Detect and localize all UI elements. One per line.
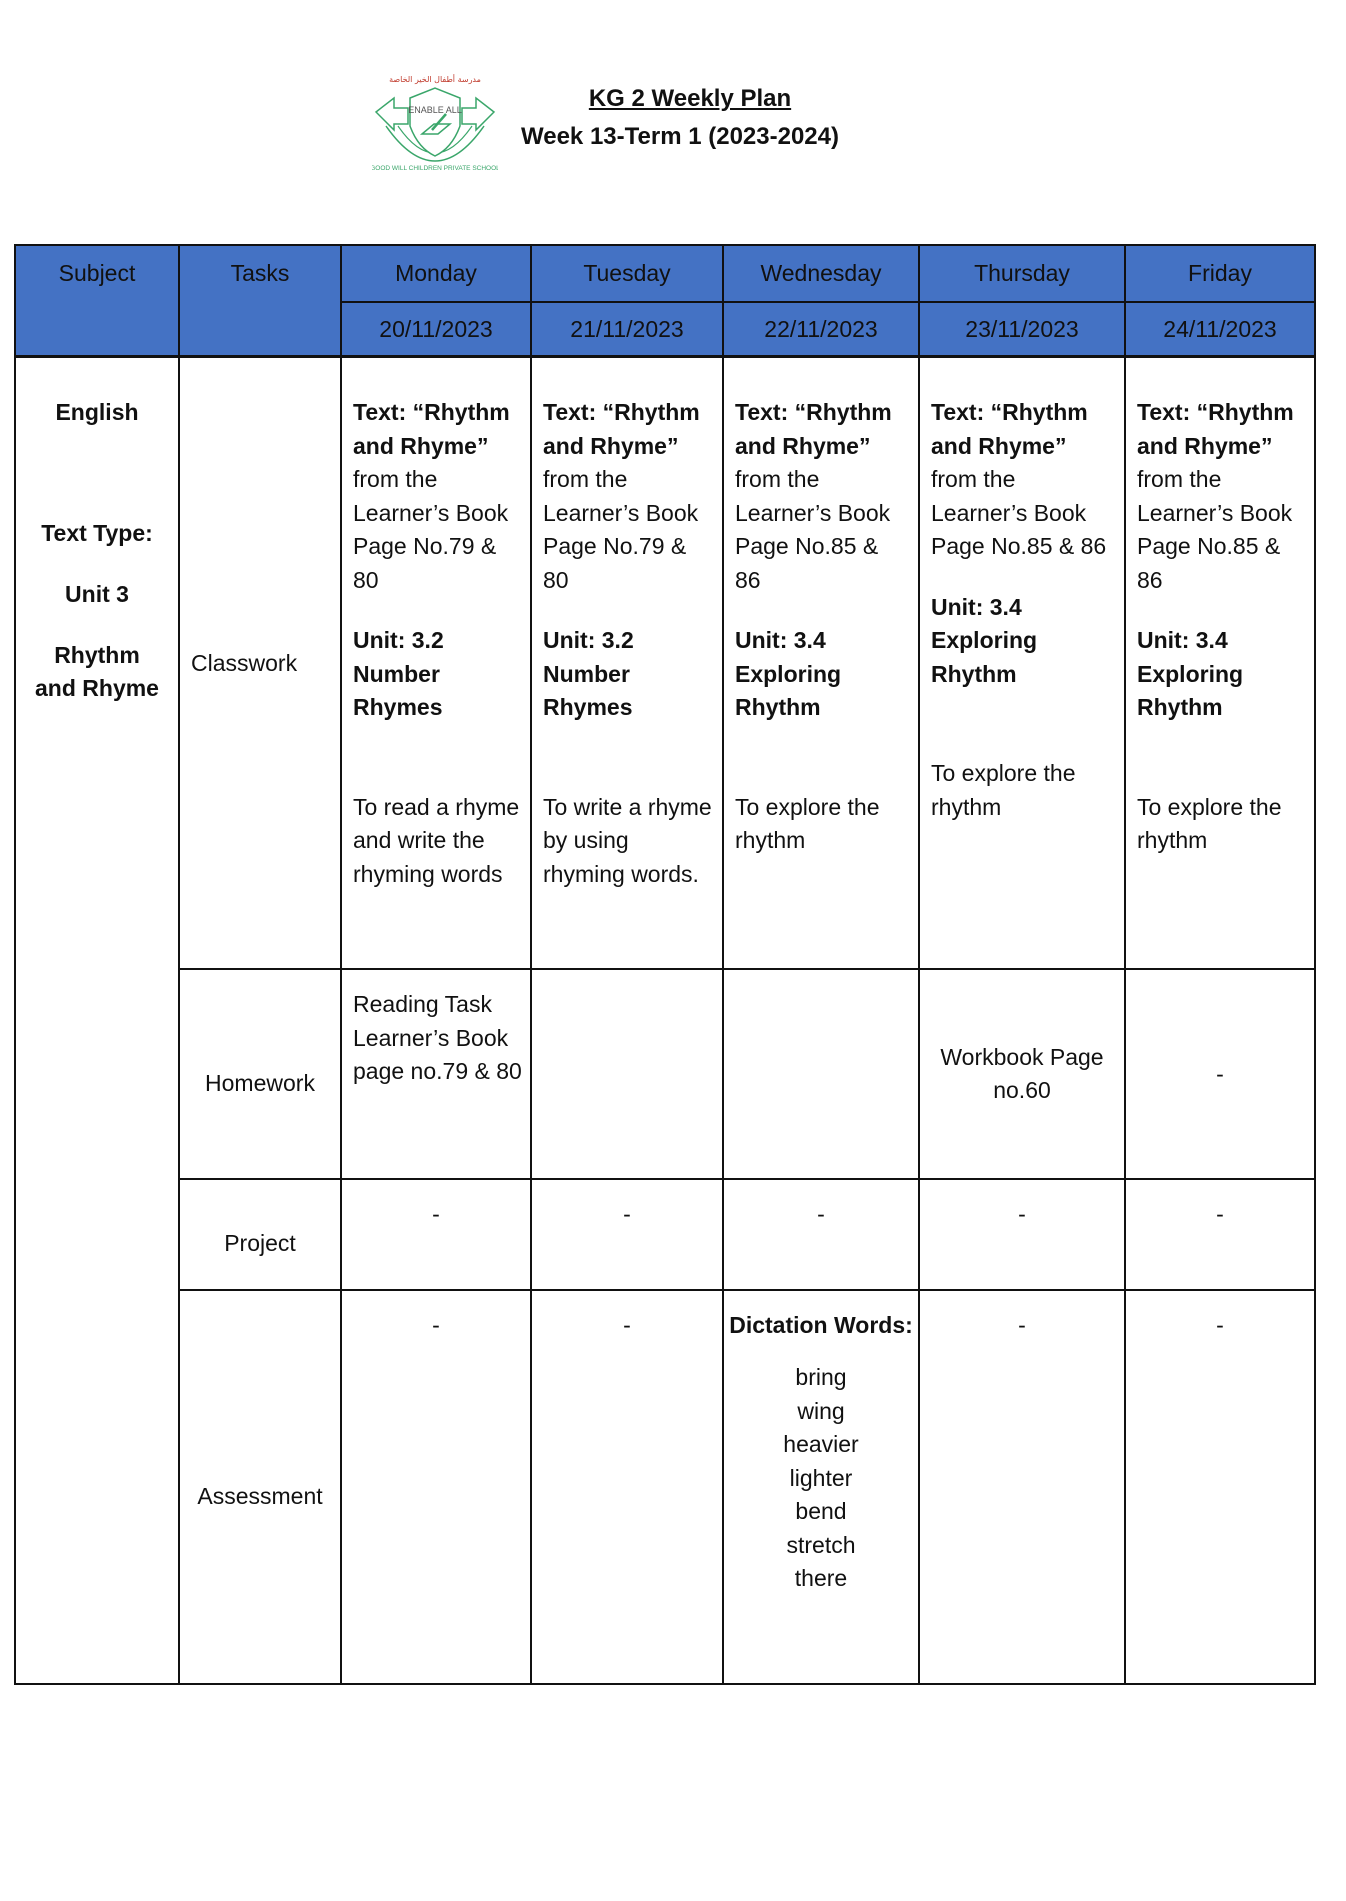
header-date-thursday: 23/11/2023: [919, 302, 1125, 357]
homework-wednesday: [723, 969, 919, 1179]
classwork-text-title: and Rhyme”: [1137, 432, 1273, 459]
task-classwork: Classwork: [179, 357, 341, 970]
svg-text:GOOD WILL CHILDREN PRIVATE SCH: GOOD WILL CHILDREN PRIVATE SCHOOL: [372, 165, 498, 172]
homework-thursday: Workbook Page no.60: [919, 969, 1125, 1179]
page-title-block: [500, 80, 860, 156]
assessment-thursday: -: [919, 1290, 1125, 1684]
header-day-friday: Friday: [1125, 245, 1315, 302]
classwork-friday: [1125, 357, 1315, 970]
assessment-wednesday: [723, 1290, 919, 1684]
classwork-tuesday: [531, 357, 723, 970]
classwork-unit: Unit: 3.4: [1137, 627, 1228, 653]
classwork-text-title: Text: “Rhythm: [543, 399, 700, 425]
subject-cell: [15, 357, 179, 1685]
classwork-text-title: Text: “Rhythm: [1137, 399, 1294, 425]
page-subtitle: Week 13-Term 1 (2023-2024): [521, 123, 839, 150]
header-date-tuesday: 21/11/2023: [531, 302, 723, 357]
project-monday: -: [341, 1179, 531, 1290]
project-tuesday: -: [531, 1179, 723, 1290]
classwork-source: from the Learner’s Book Page No.85 & 86: [931, 466, 1107, 559]
school-crest-icon: [372, 68, 498, 178]
classwork-unit: Unit: 3.4: [931, 593, 1022, 620]
task-project: Project: [179, 1179, 341, 1290]
classwork-objective: To explore the rhythm: [1137, 793, 1282, 853]
assessment-friday: -: [1125, 1290, 1315, 1684]
classwork-unit-title: Number Rhymes: [353, 660, 443, 720]
classwork-source: from the Learner’s Book Page No.85 & 86: [1137, 466, 1293, 593]
dictation-word-list: [724, 1361, 918, 1596]
unit-title-line-1: Rhythm: [54, 642, 140, 668]
classwork-text-title: Text: “Rhythm: [353, 399, 510, 425]
project-thursday: -: [919, 1179, 1125, 1290]
header-day-thursday: Thursday: [919, 245, 1125, 302]
header-date-friday: 24/11/2023: [1125, 302, 1315, 357]
table-row-project: [15, 1179, 1315, 1290]
header-day-monday: Monday: [341, 245, 531, 302]
classwork-text-title: and Rhyme”: [735, 432, 871, 459]
dictation-word: bring: [795, 1364, 847, 1390]
classwork-text-title: Text: “Rhythm: [735, 399, 892, 425]
classwork-text-title: and Rhyme”: [543, 432, 679, 459]
dictation-word: bend: [795, 1498, 847, 1524]
dictation-word: wing: [797, 1397, 845, 1424]
header-date-monday: 20/11/2023: [341, 302, 531, 357]
unit-title-line-2: and Rhyme: [35, 675, 159, 701]
dictation-title: Dictation Words:: [729, 1312, 913, 1338]
table-row-homework: [15, 969, 1315, 1179]
classwork-source: from the Learner’s Book Page No.79 & 80: [353, 466, 509, 593]
svg-text:ENABLE ALL: ENABLE ALL: [408, 105, 462, 115]
classwork-objective: To explore the rhythm: [931, 760, 1076, 820]
dictation-word: stretch: [786, 1531, 856, 1558]
task-assessment: Assessment: [179, 1290, 341, 1684]
homework-friday: -: [1125, 969, 1315, 1179]
unit-label: Unit 3: [65, 581, 129, 607]
task-homework: Homework: [179, 969, 341, 1179]
classwork-unit: Unit: 3.4: [735, 627, 826, 653]
classwork-unit-title: Exploring Rhythm: [931, 627, 1038, 687]
assessment-tuesday: -: [531, 1290, 723, 1684]
page-title: KG 2 Weekly Plan: [588, 85, 792, 112]
dictation-word: heavier: [783, 1431, 859, 1457]
dictation-word: there: [794, 1565, 848, 1591]
header-tasks: Tasks: [179, 245, 341, 357]
project-wednesday: -: [723, 1179, 919, 1290]
classwork-unit-title: Exploring Rhythm: [735, 660, 842, 720]
svg-text:مدرسة أطفال الخير الخاصة: مدرسة أطفال الخير الخاصة: [389, 75, 481, 84]
classwork-source: from the Learner’s Book Page No.79 & 80: [543, 466, 699, 593]
table-row-classwork: [15, 357, 1315, 970]
assessment-monday: -: [341, 1290, 531, 1684]
homework-tuesday: [531, 969, 723, 1179]
header-day-wednesday: Wednesday: [723, 245, 919, 302]
classwork-objective: To read a rhyme and write the rhyming words: [353, 793, 520, 887]
classwork-monday: [341, 357, 531, 970]
header-date-wednesday: 22/11/2023: [723, 302, 919, 357]
subject-name: English: [55, 399, 139, 425]
school-logo: [372, 68, 498, 178]
weekly-plan-table: [14, 244, 1316, 1685]
classwork-source: from the Learner’s Book Page No.85 & 86: [735, 466, 891, 593]
classwork-objective: To write a rhyme by using rhyming words.: [543, 793, 712, 887]
header-subject: Subject: [15, 245, 179, 357]
text-type-label: Text Type:: [41, 520, 153, 546]
classwork-unit: Unit: 3.2: [543, 627, 634, 653]
dictation-word: lighter: [789, 1464, 853, 1491]
table-row-assessment: [15, 1290, 1315, 1684]
classwork-wednesday: [723, 357, 919, 970]
classwork-unit: Unit: 3.2: [353, 627, 444, 653]
project-friday: -: [1125, 1179, 1315, 1290]
classwork-objective: To explore the rhythm: [735, 793, 880, 853]
classwork-text-title: and Rhyme”: [353, 432, 489, 459]
classwork-unit-title: Number Rhymes: [543, 660, 633, 720]
classwork-text-title: and Rhyme”: [931, 432, 1067, 459]
classwork-unit-title: Exploring Rhythm: [1137, 660, 1244, 720]
classwork-text-title: Text: “Rhythm: [931, 399, 1088, 425]
header-row-days: [15, 245, 1315, 302]
classwork-thursday: [919, 357, 1125, 970]
homework-monday: Reading Task Learner’s Book page no.79 & 80: [341, 969, 531, 1179]
header-day-tuesday: Tuesday: [531, 245, 723, 302]
